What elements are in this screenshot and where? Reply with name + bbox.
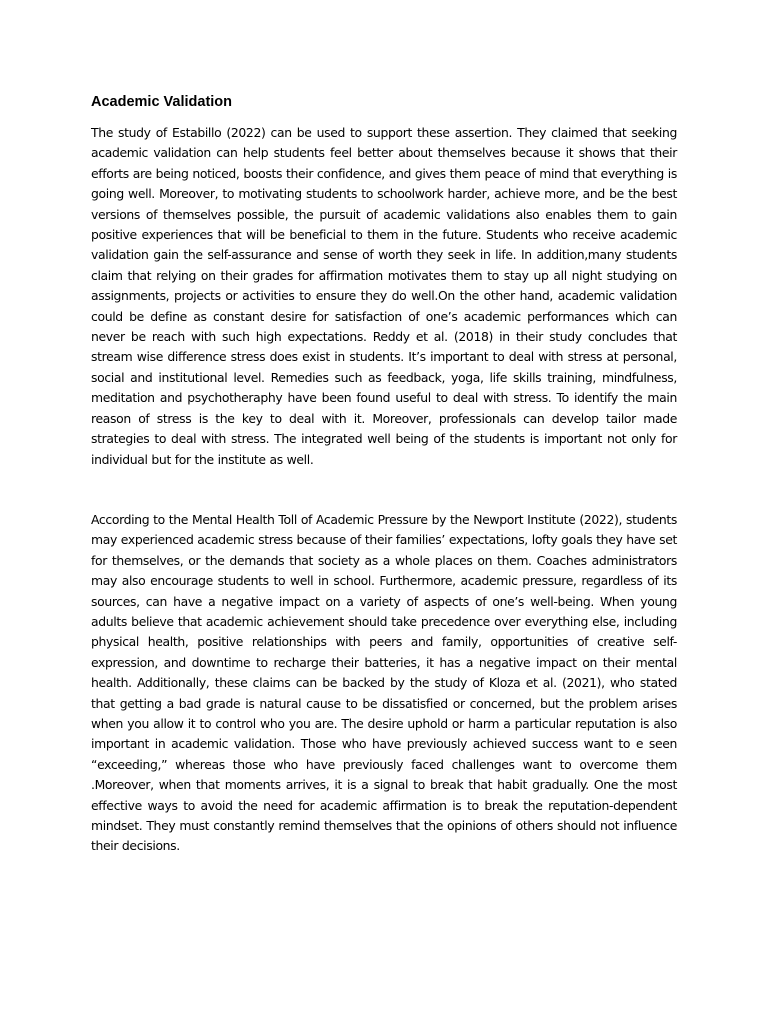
- document-body: [91, 92, 677, 857]
- section-heading: Academic Validation: [91, 94, 233, 110]
- paragraph-1: The study of Estabillo (2022) can be used to support these assertion. They claimed that seeking academic validation can help students feel better about themselves because it shows that their efforts are being noticed, boosts their confidence, and gives them peace of mind that everything is going well. Moreover, to motivating students to schoolwork harder, achieve more, and be the best versions of themselves possible, the pursuit of academic validations also enables them to gain positive experiences that will be beneficial to them in the future. Students who receive academic validation gain the self-assurance and sense of worth they seek in life. In addition,many students claim that relying on their grades for affirmation motivates them to stay up all night studying on assignments, projects or activities to ensure they do well.On the other hand, academic validation could be define as constant desire for satisfaction of one’s academic performances which can never be reach with such high expectations. Reddy et al. (2018) in their study concludes that stream wise difference stress does exist in students. It’s important to deal with stress at personal, social and institutional level. Remedies such as feedback, yoga, life skills training, mindfulness, meditation and psychotheraphy have been found useful to deal with stress. To identify the main reason of stress is the key to deal with it. Moreover, professionals can develop tailor made strategies to deal with stress. The integrated well being of the students is important not only for individual but for the institute as well.: [91, 125, 677, 467]
- paragraph-2: According to the Mental Health Toll of Academic Pressure by the Newport Institute (2022), students may experienced academic stress because of their families’ expectations, lofty goals they have set for themselves, or the demands that society as a whole places on them. Coaches administrators may also encourage students to well in school. Furthermore, academic pressure, regardless of its sources, can have a negative impact on a variety of aspects of one’s well-being. When young adults believe that academic achievement should take precedence over everything else, including physical health, positive relationships with peers and family, opportunities of creative self-expression, and downtime to recharge their batteries, it has a negative impact on their mental health. Additionally, these claims can be backed by the study of Kloza et al. (2021), who stated that getting a bad grade is natural cause to be dissatisfied or concerned, but the problem arises when you allow it to control who you are. The desire uphold or harm a particular reputation is also important in academic validation. Those who have previously achieved success want to e seen “exceeding,” whereas those who have previously faced challenges want to overcome them .Moreover, when that moments arrives, it is a signal to break that habit gradually. One the most effective ways to avoid the need for academic affirmation is to break the reputation-dependent mindset. They must constantly remind themselves that the opinions of others should not influence their decisions.: [91, 511, 677, 854]
